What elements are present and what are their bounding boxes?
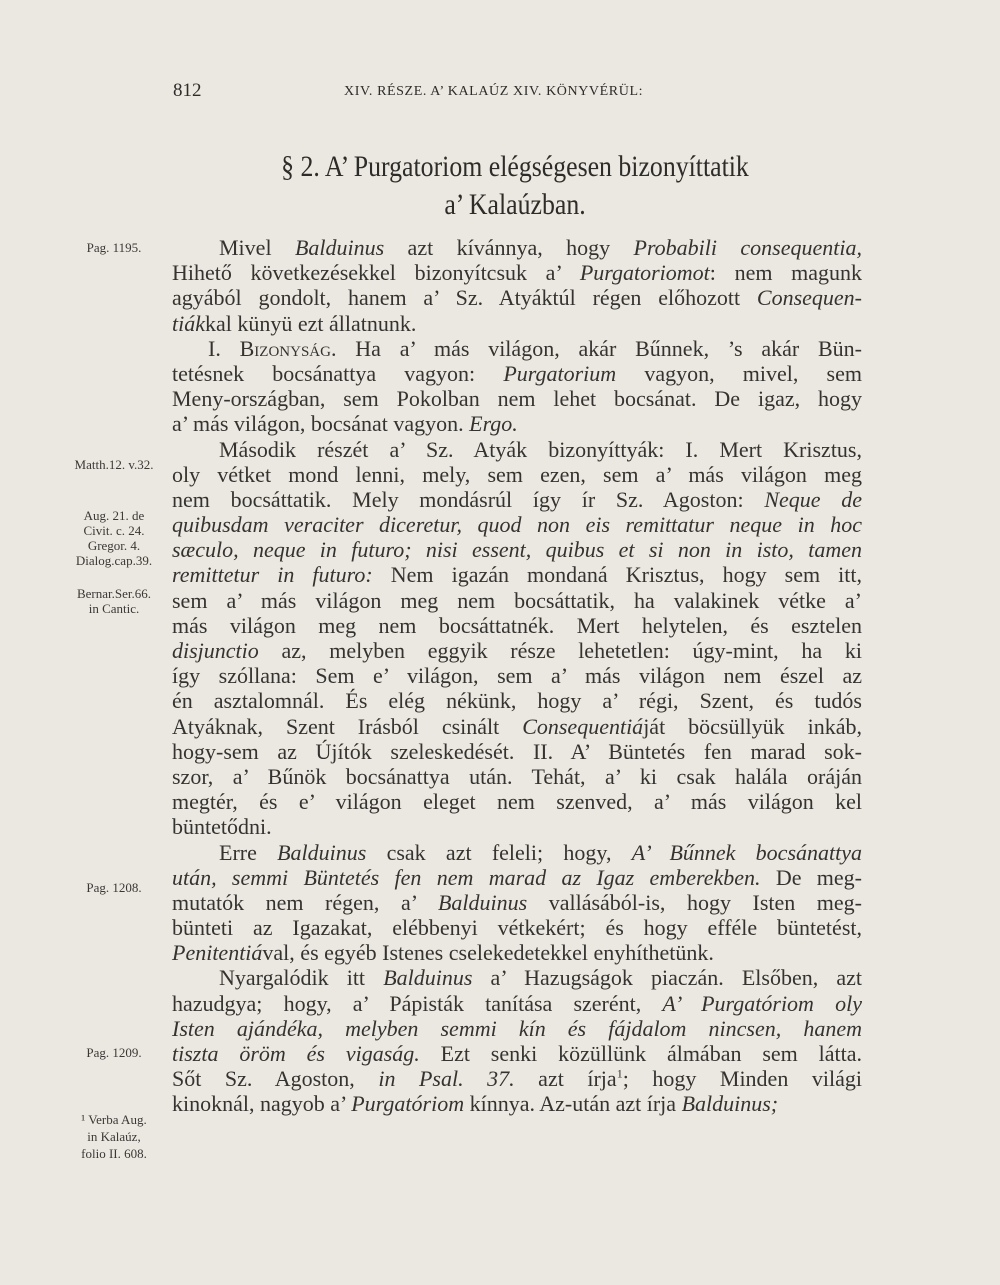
- text-line: [172, 764, 862, 789]
- text-line: [172, 311, 862, 336]
- text-segment: bünteti az Igazakat, elébbenyi vétkekért; és hogy efféle büntetést,: [172, 915, 862, 941]
- margin-note-line: Bernar.Ser.66.: [76, 586, 151, 601]
- text-line: [172, 537, 862, 562]
- text-line: [172, 840, 862, 865]
- text-segment: után, semmi Büntetés fen nem marad az Igaz emberekben.: [172, 864, 761, 890]
- margin-note-line: Civit. c. 24.: [83, 523, 145, 538]
- running-head-title: XIV. RÉSZE. A’ KALAÚZ XIV. KÖNYVÉRÜL:: [344, 84, 644, 99]
- text-segment: így szóllana: Sem e’ világon, sem a’ más világon nem észel az: [172, 663, 862, 689]
- text-line: [172, 865, 862, 890]
- text-segment: Balduinus: [294, 235, 385, 260]
- text-segment: disjunctio: [172, 638, 259, 663]
- text-line: [172, 1066, 862, 1091]
- text-segment: Második részét a’ Sz. Atyák bizonyíttyák: I. Mert Krisztus,: [219, 436, 862, 462]
- margin-note-line: Gregor. 4.: [87, 538, 141, 553]
- text-segment: nem bocsáttatik. Mely mondásrúl így ír Sz. Agoston:: [172, 486, 765, 512]
- text-segment: Atyáknak, Szent Irásból csinált: [172, 713, 523, 739]
- text-line: [172, 613, 862, 638]
- margin-note-line: Matth.12. v.32.: [74, 457, 154, 472]
- section-title-line-2: a’ Kalaúzban.: [444, 188, 586, 221]
- text-line: [172, 588, 862, 613]
- text-line: [172, 965, 862, 990]
- margin-note: [56, 457, 172, 472]
- text-segment: büntetődni.: [172, 814, 272, 840]
- margin-note-line: in Kalaúz,: [87, 1129, 141, 1144]
- text-line: [172, 411, 862, 436]
- text-segment: val, és egyéb Istenes cselekedetekkel enyhíthetünk.: [262, 940, 714, 966]
- margin-note-line: Pag. 1208.: [86, 880, 142, 895]
- margin-note-line: ¹ Verba Aug.: [81, 1112, 147, 1127]
- text-line: [172, 688, 862, 713]
- margin-note-line: in Cantic.: [88, 601, 140, 616]
- text-segment: Isten ajándéka, melyben semmi kín és fájdalom nincsen, hanem: [172, 1015, 862, 1041]
- text-segment: tiák: [172, 310, 205, 336]
- text-segment: Ezt senki közüllünk álmában sem látta.: [419, 1041, 862, 1066]
- text-segment: kínnya. Az-után azt írja: [464, 1091, 682, 1117]
- text-segment: agyából gondolt, hanem a’ Sz. Atyáktúl régen előhozott: [172, 285, 757, 311]
- text-line: [172, 361, 862, 386]
- text-segment: tetésnek bocsánattya vagyon:: [172, 360, 504, 386]
- text-line: [172, 437, 862, 462]
- text-line: [172, 336, 862, 361]
- margin-note-line: Dialog.cap.39.: [75, 553, 153, 568]
- text-line: [172, 638, 862, 663]
- text-line: [172, 1041, 862, 1066]
- text-segment: Probabili consequentia,: [633, 235, 862, 260]
- text-segment: Ergo.: [469, 411, 518, 437]
- text-segment: ját böcsüllyük inkáb,: [643, 713, 862, 739]
- text-segment: Erre: [219, 839, 278, 865]
- margin-note-line: Pag. 1209.: [86, 1045, 142, 1060]
- text-segment: vagyon, mivel, sem: [616, 360, 862, 386]
- section-title: [218, 148, 811, 224]
- text-segment: I.: [208, 335, 240, 361]
- text-line: [172, 789, 862, 814]
- text-segment: Mivel: [219, 235, 295, 260]
- page-number: 812: [173, 80, 202, 101]
- text-line: [172, 890, 862, 915]
- text-segment: más világon meg nem bocsáttatnék. Mert helytelen, és esztelen: [172, 612, 862, 638]
- text-line: [172, 562, 862, 587]
- text-segment: : nem magunk: [709, 260, 862, 286]
- text-segment: a’ más világon, bocsánat vagyon.: [172, 411, 470, 437]
- text-segment: Bizonyság.: [239, 335, 337, 361]
- text-segment: Balduinus: [383, 965, 473, 991]
- text-segment: megtér, és e’ világon eleget nem szenved, a’ más világon kel: [172, 789, 862, 815]
- text-line: [172, 1091, 862, 1116]
- text-line: [172, 991, 862, 1016]
- margin-note: [56, 1045, 172, 1060]
- text-segment: azt kívánnya, hogy: [384, 235, 634, 260]
- text-segment: 1: [616, 1066, 623, 1081]
- text-segment: quibusdam veraciter diceretur, quod non eis remittatur neque in hoc: [172, 512, 862, 538]
- text-segment: De meg-: [760, 864, 863, 890]
- text-segment: Nem igazán mondaná Krisztus, hogy sem itt,: [372, 562, 862, 588]
- text-segment: A’ Bűnnek bocsánattya: [631, 839, 862, 865]
- running-head: [0, 80, 1000, 104]
- text-line: [172, 739, 862, 764]
- text-segment: Hihető következésekkel bizonyítcsuk a’: [172, 260, 580, 286]
- text-line: [172, 386, 862, 411]
- text-segment: ; hogy Minden világi: [622, 1066, 862, 1092]
- text-segment: Balduinus: [277, 839, 367, 865]
- text-segment: Purgatóriom: [351, 1091, 465, 1117]
- text-segment: remittetur in futuro:: [172, 562, 373, 588]
- text-segment: hogy-sem az Újítók szeleskedését. II. A’ Büntetés fen marad sok-: [172, 738, 862, 764]
- text-segment: Nyargalódik itt: [219, 965, 384, 991]
- text-segment: Balduinus;: [681, 1091, 779, 1117]
- text-segment: Purgatorium: [503, 360, 617, 386]
- text-segment: Neque de: [764, 486, 863, 512]
- body-text: [172, 235, 862, 1117]
- text-segment: kinoknál, nagyob a’: [172, 1091, 352, 1117]
- margin-note-line: Aug. 21. de: [83, 508, 145, 523]
- text-segment: sæculo, neque in futuro; nisi essent, quibus et si non in isto, tamen: [172, 537, 862, 563]
- text-line: [172, 915, 862, 940]
- text-segment: hazudgya; hogy, a’ Pápisták tanítása szerént,: [172, 990, 663, 1016]
- text-segment: vallásából-is, hogy Isten meg-: [527, 889, 862, 915]
- margin-note: [56, 880, 172, 895]
- text-line: [172, 663, 862, 688]
- text-segment: tiszta öröm és vigaság.: [172, 1041, 420, 1066]
- text-segment: szor, a’ Bűnök bocsánattya után. Tehát, a’ ki csak halála oráján: [172, 763, 862, 789]
- text-segment: Sőt Sz. Agoston,: [172, 1066, 379, 1092]
- text-segment: Consequen-: [756, 285, 862, 311]
- section-title-line-1: § 2. A’ Purgatoriom elégségesen bizonyíttatik: [281, 150, 749, 183]
- text-segment: mutatók nem régen, a’: [172, 889, 438, 915]
- text-line: [172, 285, 862, 310]
- text-segment: Ha a’ más világon, akár Bűnnek, ’s akár Bün-: [336, 335, 862, 361]
- text-line: [172, 487, 862, 512]
- text-line: [172, 462, 862, 487]
- text-segment: Purgatoriomot: [579, 260, 710, 286]
- text-segment: Penitentiá: [172, 940, 263, 966]
- text-segment: csak azt feleli; hogy,: [366, 839, 632, 865]
- text-line: [172, 512, 862, 537]
- margin-note: [56, 508, 172, 568]
- margin-note: [56, 586, 172, 616]
- text-line: [172, 714, 862, 739]
- text-segment: én asztalomnál. És elég nékünk, hogy a’ régi, Szent, és tudós: [172, 688, 862, 714]
- margin-note-line: Pag. 1195.: [86, 240, 142, 255]
- text-segment: oly vétket mond lenni, mely, sem ezen, sem a’ más világon meg: [172, 461, 862, 487]
- text-segment: Balduinus: [437, 889, 528, 915]
- text-segment: in Psal. 37.: [378, 1066, 515, 1092]
- text-segment: Meny-országban, sem Pokolban nem lehet bocsánat. De igaz, hogy: [172, 386, 862, 412]
- margin-note: [56, 1111, 172, 1162]
- text-line: [172, 235, 862, 260]
- text-line: [172, 940, 862, 965]
- margin-note: [56, 240, 172, 255]
- text-segment: az, melyben eggyik része lehetetlen: úgy-mint, ha ki: [258, 638, 862, 663]
- text-line: [172, 260, 862, 285]
- text-segment: kal künyü ezt állatnunk.: [205, 310, 417, 336]
- text-segment: azt írja: [514, 1066, 617, 1092]
- text-line: [172, 814, 862, 839]
- text-segment: A’ Purgatóriom oly: [662, 990, 862, 1016]
- text-segment: sem a’ más világon meg nem bocsáttatik, ha valakinek vétke a’: [172, 587, 862, 613]
- text-segment: Consequentiá: [522, 713, 644, 739]
- margin-note-line: folio II. 608.: [81, 1146, 147, 1161]
- text-segment: a’ Hazugságok piaczán. Elsőben, azt: [472, 965, 862, 991]
- text-line: [172, 1016, 862, 1041]
